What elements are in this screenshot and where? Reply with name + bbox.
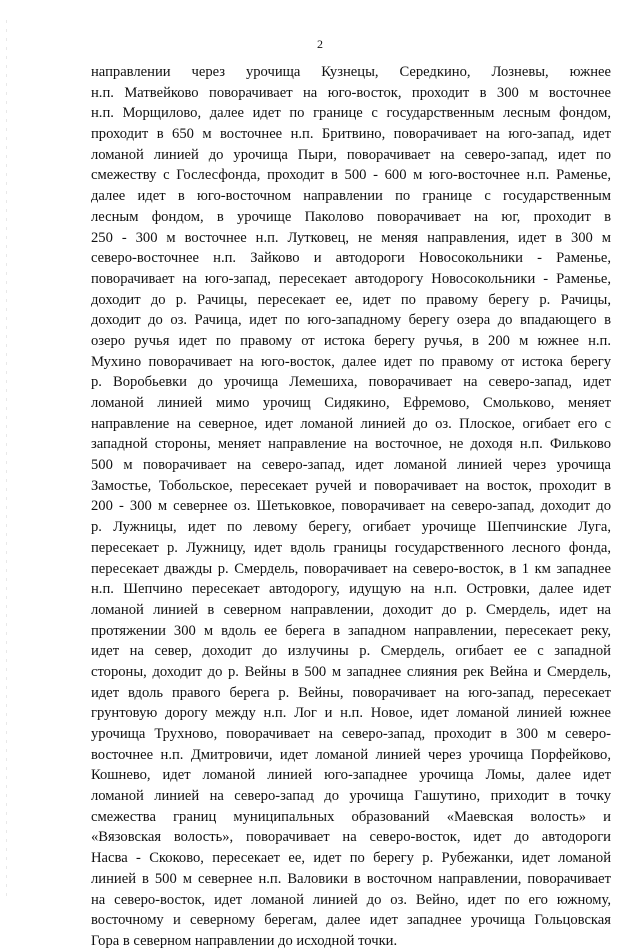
- text-line: протяжении 300 м вдоль ее берега в западном направлении, пересекает реку,: [91, 622, 611, 639]
- text-line: линией в 500 м севернее н.п. Валовики в восточном направлении, поворачивает: [91, 870, 611, 887]
- text-line: 250 - 300 м восточнее н.п. Лутковец, не меняя направления, идет в 300 м: [91, 229, 611, 246]
- text-line: смежества границ муниципальных образований «Маевская волость» и: [91, 808, 611, 825]
- text-line: ломаной линией до урочища Пыри, поворачивает на северо-запад, идет по: [91, 146, 611, 163]
- text-line: урочища Трухново, поворачивает на северо-запад, проходит в 300 м северо-: [91, 726, 611, 742]
- text-line: Насва - Скоково, пересекает ее, идет по берегу р. Рубежанки, идет ломаной: [91, 850, 611, 867]
- text-line: 200 - 300 м севернее оз. Шетьковкое, поворачивает на северо-запад, доходит до: [91, 498, 611, 515]
- text-line: ломаной линией на северо-запад до урочища Гашутино, приходит в точку: [91, 788, 611, 805]
- text-line: озеро ручья идет по правому от истока берегу ручья, в 200 м южнее н.п.: [91, 332, 611, 349]
- text-line: 500 м поворачивает на северо-запад, идет ломаной линией через урочища: [91, 457, 611, 474]
- text-line: направлении через урочища Кузнецы, Середкино, Лозневы, южнее: [91, 64, 611, 80]
- page-number: 2: [317, 37, 323, 51]
- text-line: поворачивает на юго-запад, пересекает автодорогу Новосокольники - Раменье,: [91, 270, 611, 287]
- scan-edge-artifact: [6, 20, 7, 900]
- text-line: грунтовую дорогу между н.п. Лог и н.п. Новое, идет ломаной линией южнее: [91, 705, 611, 722]
- text-line: Мухино поворачивает на юго-восток, далее идет по правому от истока берегу: [91, 353, 611, 370]
- text-line: идет вдоль правого берега р. Вейны, поворачивает на юго-запад, пересекает: [91, 684, 611, 701]
- text-line: направление на северное, идет ломаной линией до оз. Плоское, огибает его с: [91, 415, 611, 432]
- text-line: Замостье, Тобольское, пересекает ручей и поворачивает на восток, проходит в: [91, 477, 611, 494]
- text-line: н.п. Матвейково поворачивает на юго-восток, проходит в 300 м восточнее: [91, 84, 611, 101]
- text-line: смежеству с Гослесфонда, проходит в 500 - 600 м юго-восточнее н.п. Раменье,: [91, 167, 611, 184]
- text-line: н.п. Морщилово, далее идет по границе с государственным лесным фондом,: [91, 105, 611, 122]
- text-line: лесным фондом, в урочище Паколово поворачивает на юг, проходит в: [91, 208, 611, 225]
- text-line: стороны, доходит до р. Вейны в 500 м западнее слияния рек Вейна и Смердель,: [91, 663, 611, 680]
- text-line: северо-восточнее н.п. Зайково и автодороги Новосокольники - Раменье,: [91, 250, 611, 267]
- text-line: идет на север, доходит до излучины р. Смердель, огибает ее с западной: [91, 643, 611, 660]
- text-line: н.п. Шепчино пересекает автодорогу, идущую на н.п. Островки, далее идет: [91, 581, 611, 598]
- text-line: ломаной линией мимо урочищ Сидякино, Ефремово, Смольково, меняет: [91, 395, 611, 411]
- text-line: восточнее н.п. Дмитровичи, идет ломаной линией через урочища Порфейково,: [91, 746, 611, 763]
- text-line: восточному и северному берегам, далее идет западнее урочища Гольцовская: [91, 912, 611, 929]
- text-line: пересекает дважды р. Смердель, поворачивает на северо-восток, в 1 км западнее: [91, 560, 611, 577]
- text-line: ломаной линией в северном направлении, доходит до р. Смердель, идет на: [91, 601, 611, 618]
- text-line: доходит до оз. Рачица, идет по юго-западному берегу озера до впадающего в: [91, 312, 611, 329]
- text-line: западной стороны, меняет направление на восточное, не доходя н.п. Фильково: [91, 436, 611, 453]
- text-line: далее идет в юго-восточном направлении по границе с государственным: [91, 188, 611, 205]
- text-line: пересекает р. Лужницу, идет вдоль границы государственного лесного фонда,: [91, 539, 611, 556]
- text-line: Гора в северном направлении до исходной точки.: [91, 932, 398, 949]
- text-line: р. Лужницы, идет по левому берегу, огибает урочище Шепчинские Луга,: [91, 519, 611, 536]
- text-line: р. Воробьевки до урочища Лемешиха, поворачивает на северо-запад, идет: [91, 374, 611, 391]
- body-text: [91, 62, 611, 952]
- text-line: проходит в 650 м восточнее н.п. Бритвино, поворачивает на юго-запад, идет: [91, 126, 611, 143]
- text-line: «Вязовская волость», поворачивает на северо-восток, идет до автодороги: [91, 829, 611, 846]
- text-line: на северо-восток, идет ломаной линией до оз. Вейно, идет по его южному,: [91, 891, 611, 908]
- text-line: доходит до р. Рачицы, пересекает ее, идет по правому берегу р. Рачицы,: [91, 291, 611, 308]
- text-line: Кошнево, идет ломаной линией юго-западнее урочища Ломы, далее идет: [91, 767, 611, 784]
